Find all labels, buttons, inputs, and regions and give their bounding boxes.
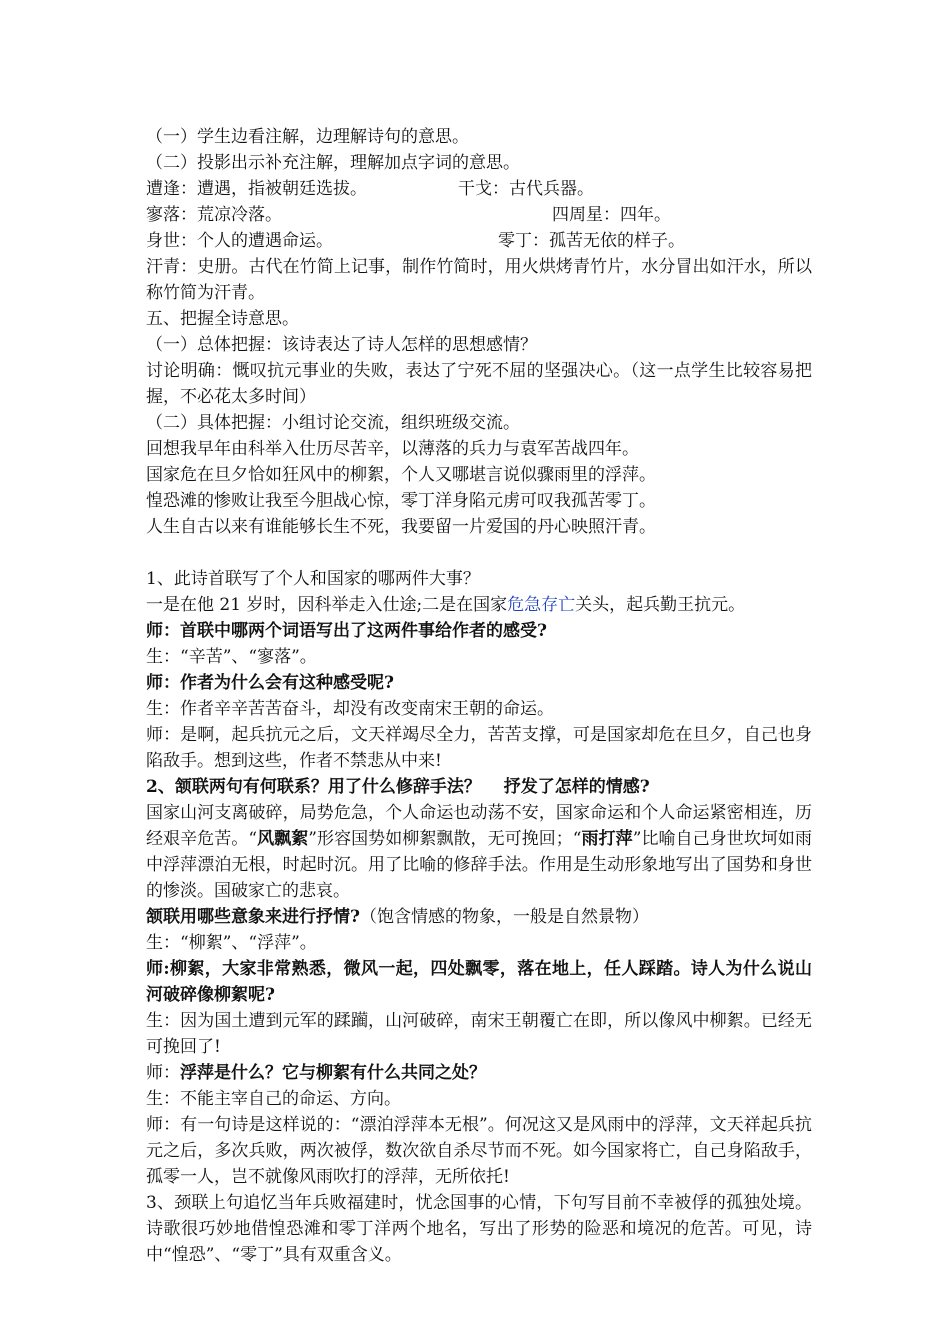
student-answer-5: 生：不能主宰自己的命运、方向。 (146, 1089, 401, 1109)
teacher-comment-1: 师：是啊，起兵抗元之后，文天祥竭尽全力，苦苦支撑，可是国家却危在旦夕，自己也身陷敌手。想到这些，作者不禁悲从中来! (146, 725, 812, 771)
question-2: 2、颔联两句有何联系？用了什么修辞手法？ 抒发了怎样的情感? (146, 777, 650, 797)
answer-2-bold-1: 风飘絮 (257, 829, 309, 849)
teacher-question-4-bold: 浮萍是什么？它与柳絮有什么共同之处？ (180, 1063, 486, 1083)
answer-1-pre: 一是在他 21 岁时，因科举走入仕途;二是在国家 (146, 595, 508, 615)
teacher-question-3: 师:柳絮，大家非常熟悉，微风一起，四处飘零，落在地上，任人踩踏。诗人为什么说山河破碎像柳絮呢? (146, 959, 812, 1005)
gloss-lingding: 零丁：孤苦无依的样子。 (498, 231, 685, 251)
teacher-question-2: 师：作者为什么会有这种感受呢? (146, 673, 394, 693)
gloss-liaoluo: 寥落：荒凉冷落。 (146, 205, 282, 225)
gloss-row-2 (146, 202, 812, 228)
translation-line-2: 国家危在旦夕恰如狂风中的柳絮，个人又哪堪言说似骤雨里的浮萍。 (146, 465, 656, 485)
gloss-hanqing: 汗青：史册。古代在竹简上记事，制作竹简时，用火烘烤青竹片，水分冒出如汗水，所以称竹简为汗青。 (146, 257, 812, 303)
answer-1-post: 关头，起兵勤王抗元。 (575, 595, 746, 615)
student-answer-3: 生：“柳絮”、“浮萍”。 (146, 933, 317, 953)
translation-line-4: 人生自古以来有谁能够长生不死，我要留一片爱国的丹心映照汗青。 (146, 517, 656, 537)
document-page (146, 124, 812, 1268)
gloss-row-1 (146, 176, 812, 202)
answer-2-part-2: ”形容国势如柳絮飘散，无可挽回；“ (308, 829, 582, 849)
step-1: （一）学生边看注解，边理解诗句的意思。 (146, 127, 469, 147)
translation-line-3: 惶恐滩的惨败让我至今胆战心惊，零丁洋身陷元虏可叹我孤苦零丁。 (146, 491, 656, 511)
overall-answer: 讨论明确：慨叹抗元事业的失败，表达了宁死不屈的坚强决心。（这一点学生比较容易把握，不必花太多时间） (146, 361, 812, 407)
teacher-question-1: 师：首联中哪两个词语写出了这两件事给作者的感受? (146, 621, 547, 641)
question-1: 1、此诗首联写了个人和国家的哪两件大事？ (146, 569, 480, 589)
step-2: （二）投影出示补充注解，理解加点字词的意思。 (146, 153, 520, 173)
teacher-comment-2: 师：有一句诗是这样说的：“漂泊浮萍本无根”。何况这又是风雨中的浮萍，文天祥起兵抗元之后，多次兵败，两次被俘，数次欲自杀尽节而不死。如今国家将亡，自己身陷敌手，孤零一人，岂不就像风雨吹打的浮萍，无所依托! (146, 1115, 812, 1187)
student-answer-1: 生：“辛苦”、“寥落”。 (146, 647, 317, 667)
student-answer-2: 生：作者辛辛苦苦奋斗，却没有改变南宋王朝的命运。 (146, 699, 554, 719)
translation-line-1: 回想我早年由科举入仕历尽苦辛，以薄落的兵力与袁军苦战四年。 (146, 439, 639, 459)
teacher-question-4-prefix: 师： (146, 1063, 180, 1083)
section-5-heading: 五、把握全诗意思。 (146, 309, 299, 329)
student-answer-4: 生：因为国土遭到元军的蹂躏，山河破碎，南宋王朝覆亡在即，所以像风中柳絮。已经无可挽回了! (146, 1011, 812, 1057)
question-imagery (146, 904, 812, 930)
answer-1-highlight: 危急存亡 (507, 595, 576, 615)
gloss-gange: 干戈：古代兵器。 (458, 179, 594, 199)
specific-grasp: （二）具体把握：小组讨论交流，组织班级交流。 (146, 413, 520, 433)
answer-2-bold-2: 雨打萍 (581, 829, 633, 849)
overall-grasp: （一）总体把握：该诗表达了诗人怎样的思想感情？ (146, 335, 537, 355)
gloss-shenshi: 身世：个人的遭遇命运。 (146, 231, 333, 251)
answer-2-part-1: 国家山河支离破碎，局势危急，个人命运也动荡不安，国家命运和个人命运紧密相连，历经艰辛危苦。“ (146, 803, 812, 849)
gloss-sizhouxing: 四周星：四年。 (552, 205, 671, 225)
teacher-question-4 (146, 1060, 812, 1086)
question-3: 3、颈联上句追忆当年兵败福建时，忧念国事的心情，下句写目前不幸被俘的孤独处境。诗歌很巧妙地借惶恐滩和零丁洋两个地名，写出了形势的险恶和境况的危苦。可见，诗中“惶恐”、“零丁”具有双重含义。 (146, 1193, 812, 1265)
answer-2-part-3: ”比喻自己身世坎坷如雨中浮萍漂泊无根，时起时沉。用了比喻的修辞手法。作用是生动形象地写出了国势和身世的惨淡。国破家亡的悲哀。 (146, 829, 812, 901)
answer-2 (146, 800, 812, 904)
gloss-zaofeng: 遭逢：遭遇，指被朝廷选拔。 (146, 179, 367, 199)
question-imagery-bold: 颔联用哪些意象来进行抒情? (146, 907, 360, 927)
answer-1 (146, 592, 812, 618)
question-imagery-note: （饱含情感的物象，一般是自然景物） (359, 907, 649, 927)
blank-line (146, 540, 812, 566)
gloss-row-3 (146, 228, 812, 254)
